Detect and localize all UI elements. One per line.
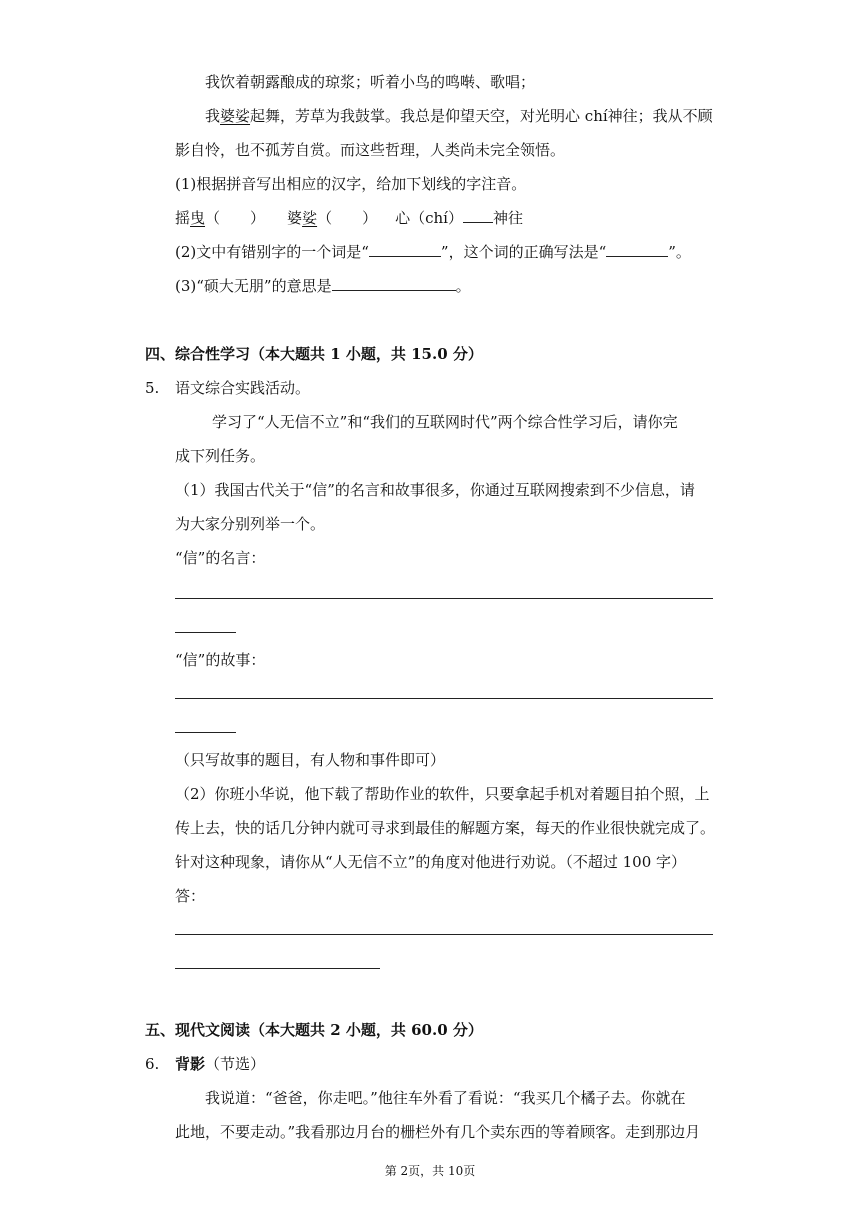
page-footer: 第 2页，共 10页	[384, 1164, 476, 1178]
question-5-intro-2: 成下列任务。	[175, 447, 266, 465]
article-subtitle: （节选）	[205, 1055, 266, 1073]
article-paragraph-2: 此地，不要走动。”我看那边月台的栅栏外有几个卖东西的等着顾客。走到那边月	[175, 1123, 701, 1141]
answer-blank-meaning[interactable]	[332, 276, 456, 291]
question-5-title: 语文综合实践活动。	[175, 379, 311, 397]
passage-line-3: 影自怜，也不孤芳自赏。而这些哲理，人类尚未完全领悟。	[175, 141, 566, 159]
answer-line-gushi-2[interactable]	[175, 732, 236, 733]
answer-line-mingyan-2[interactable]	[175, 632, 236, 633]
answer-blank-correct-word[interactable]	[606, 242, 668, 257]
answer-line-advice-1[interactable]	[175, 934, 713, 935]
answer-blank-wrong-word[interactable]	[369, 242, 441, 257]
question-5-part-1-a: （1）我国古代关于“信”的名言和故事很多，你通过互联网搜索到不少信息，请	[175, 481, 695, 499]
question-5-part-1-b: 为大家分别列举一个。	[175, 515, 326, 533]
question-1-text: (1)根据拼音写出相应的汉字，给加下划线的字注音。	[175, 175, 527, 193]
question-2-text: (2)文中有错别字的一个词是“ ”，这个词的正确写法是“ ”。	[175, 243, 691, 261]
section-5-heading: 五、现代文阅读（本大题共 2 小题，共 60.0 分）	[145, 1021, 483, 1039]
underlined-word-posuo: 婆娑	[220, 107, 251, 125]
question-5-intro-1: 学习了“人无信不立”和“我们的互联网时代”两个综合性学习后，请你完	[212, 413, 678, 431]
question-5-part-2-b: 传上去，快的话几分钟内就可寻求到最佳的解题方案，每天的作业很快就完成了。	[175, 819, 716, 837]
answer-line-mingyan-1[interactable]	[175, 598, 713, 599]
passage-line-1: 我饮着朝露酿成的琼浆；听着小鸟的鸣啭、歌唱；	[205, 73, 536, 91]
section-4-heading: 四、综合性学习（本大题共 1 小题，共 15.0 分）	[145, 345, 483, 363]
article-title: 背影	[175, 1055, 206, 1073]
question-5-number: 5.	[145, 379, 160, 397]
question-5-note: （只写故事的题目，有人物和事件即可）	[175, 751, 446, 769]
question-5-part-2-c: 针对这种现象，请你从“人无信不立”的角度对他进行劝说。（不超过 100 字）	[175, 853, 687, 871]
question-6-title	[175, 1054, 265, 1074]
question-6-number: 6.	[145, 1055, 160, 1073]
answer-blank-chi[interactable]	[463, 208, 493, 223]
question-1-items: 摇曳（ ） 婆娑（ ） 心（chí） 神往	[175, 209, 523, 227]
gushi-label: “信”的故事：	[175, 651, 266, 669]
answer-line-advice-2[interactable]	[175, 968, 380, 969]
article-paragraph-1: 我说道：“爸爸，你走吧。”他往车外看了看说：“我买几个橘子去。你就在	[205, 1089, 686, 1107]
passage-line-2: 我婆娑起舞，芳草为我鼓掌。我总是仰望天空，对光明心 chí神往；我从不顾	[205, 107, 713, 125]
question-5-part-2-a: （2）你班小华说，他下载了帮助作业的软件，只要拿起手机对着题目拍个照，上	[175, 785, 710, 803]
mingyan-label: “信”的名言：	[175, 549, 266, 567]
answer-line-gushi-1[interactable]	[175, 698, 713, 699]
answer-label: 答：	[175, 887, 206, 905]
question-3-text: (3)“硕大无朋”的意思是 。	[175, 277, 471, 295]
